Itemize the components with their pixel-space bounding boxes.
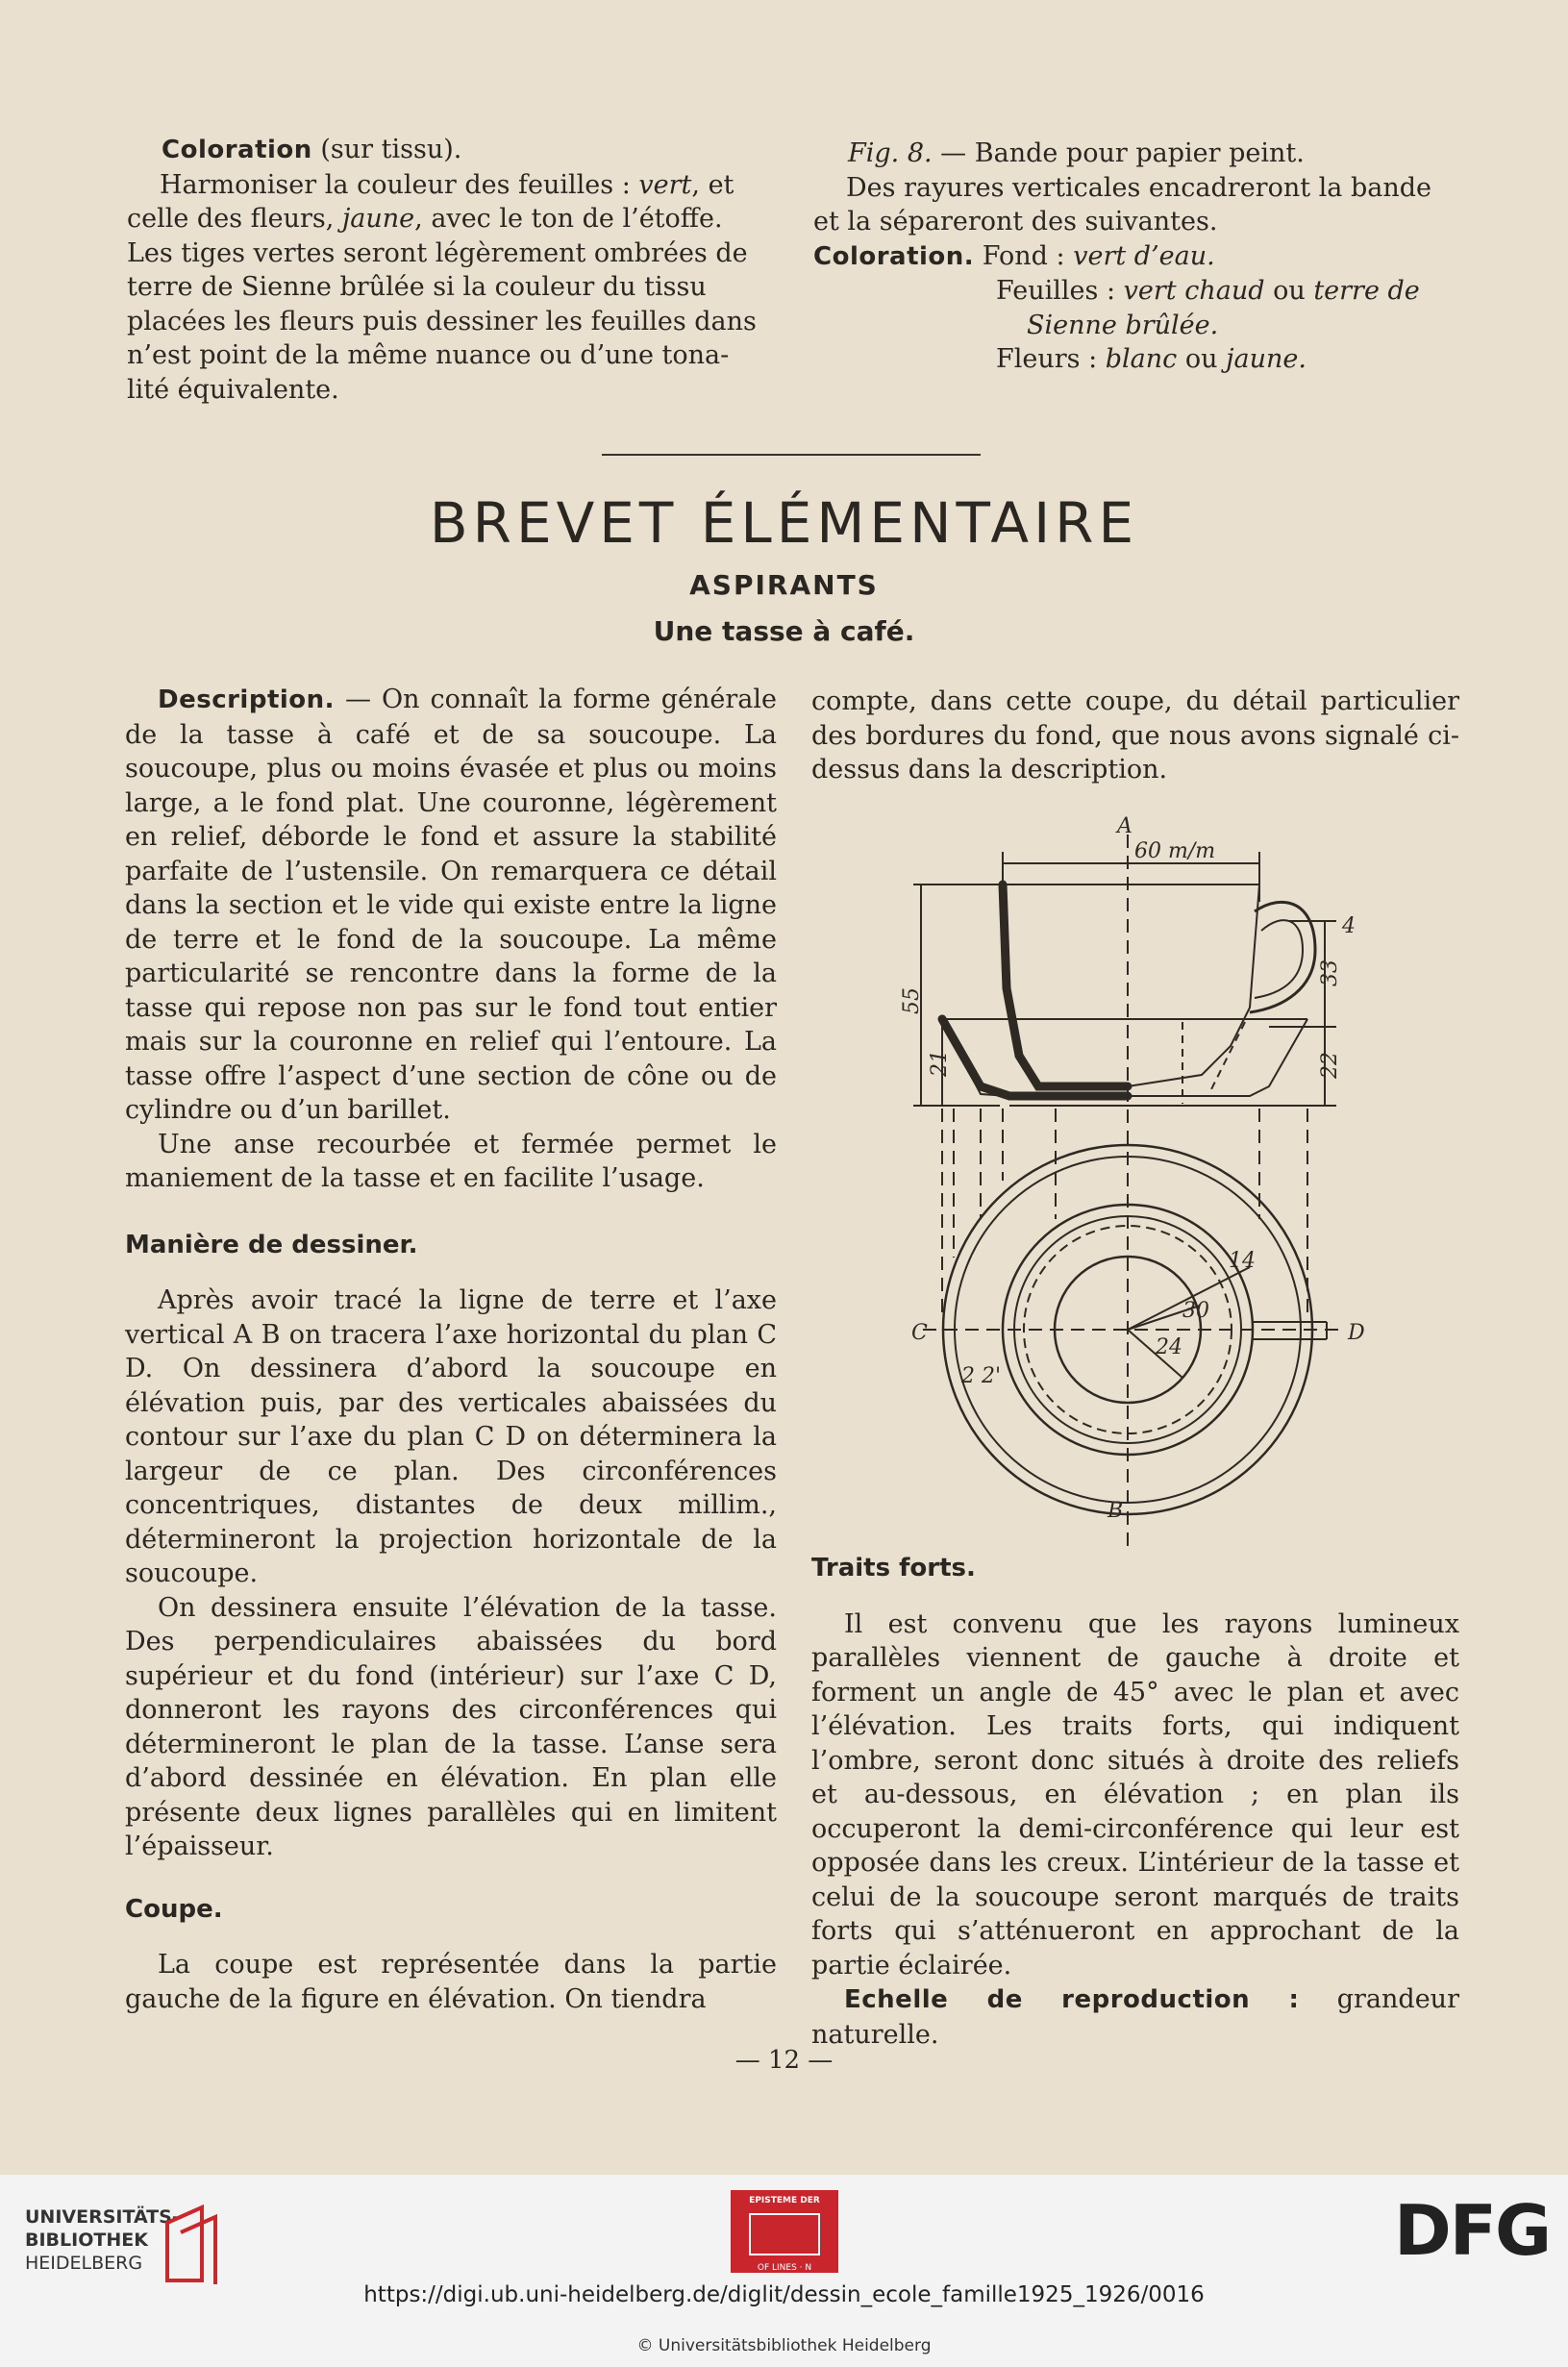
cup-drawing (900, 814, 1365, 1565)
left-column: Description. — On connaît la forme générale de la tasse à café et de sa soucoupe. La soucoupe, plus ou moins évasée et plus ou moins large, a le fond plat. Une couronne, légèrement en relief, déborde le fond et assure la stabilité parfaite de l’ustensile. On remarquera ce détail dans la section et le vide qui existe entre la ligne de terre et le fond de la soucoupe. La même particularité se rencontre dans la forme de la tasse qui repose non pas sur le fond tout entier mais sur la couronne en relief qui l’entoure. La tasse offre l’aspect d’une section de cône ou de cylindre ou d’un barillet. Une anse recourbée et fermée permet le maniement de la tasse et en facilite l’usage. Manière de dessiner. Après avoir tracé la ligne de terre et l’axe vertical A B on tracera l’axe horizontal du plan C D. On dessinera d’abord la soucoupe en élévation puis, par des verticales abaissées du contour sur l’axe du plan C D on déterminera la largeur de ce plan. Des circonférences concentriques, distantes de deux millim., détermineront la projection horizontale de la soucoupe. On dessinera ensuite l’élévation de la tasse. Des perpendiculaires abaissées du bord supérieur et du fond (intérieur) sur l’axe C D, donneront les rayons des circonférences qui détermineront le plan de la tasse. L’anse sera d’abord dessinée en élévation. En plan elle présente deux lignes parallèles qui en limitent l’épaisseur. Coupe. La coupe est représentée dans la partie gauche de la figure en élévation. On tiendra (125, 685, 777, 2014)
ub-logo-icon (160, 2204, 236, 2284)
label-D: D (1348, 1321, 1365, 1345)
coupe-heading: Coupe. (125, 1894, 223, 1924)
page-number: — 12 — (734, 2046, 834, 2075)
top-left-column: Coloration (sur tissu). Harmoniser la couleur des feuilles : vert, et celle des fleurs, jaune, avec le ton de l’étoffe. Les tiges vertes seront légèrement ombrées de terre de Sienne brûlée si la couleur du tissu placées les fleurs puis dessiner les feuilles dans n’est point de la même nuance ou d’une tona- lité équivalente. (127, 135, 757, 405)
footer (0, 2175, 1568, 2367)
echelle-heading: Echelle de reproduction : (844, 1985, 1300, 2014)
right-column-bottom: Traits forts. Il est convenu que les rayons lumineux parallèles viennent de gauche à droite et forment un angle de 45° avec le plan et avec l’élévation. Les traits forts, qui indiquent l’ombre, seront donc situés à droite des reliefs et au-dessous, en élévation ; en plan ils occuperont la demi-circonférence qui leur est opposée dans les creux. L’intérieur de la tasse et celui de la soucoupe seront marqués de traits forts qui s’atténueront en approchant de la partie éclairée. Echelle de reproduction : grandeur naturelle. (811, 1554, 1459, 2050)
subject: Une tasse à café. (653, 615, 915, 647)
label-dim-21: 21 (928, 1050, 952, 1077)
page-title: BREVET ÉLÉMENTAIRE (429, 490, 1139, 556)
label-dim-30: 30 (1182, 1299, 1209, 1323)
source-url[interactable]: https://digi.ub.uni-heidelberg.de/diglit/dessin_ecole_famille1925_1926/0016 (363, 2282, 1205, 2307)
description-heading: Description. (158, 685, 336, 714)
top-right-column: Fig. 8. — Bande pour papier peint. Des rayures verticales encadreront la bande et la sépareront des suivantes. Coloration. Fond : vert d’eau. Feuilles : vert chaud ou terre de Sienne brûlée. Fleurs : blanc ou jaune. (813, 138, 1432, 374)
maniere-heading: Manière de dessiner. (125, 1230, 418, 1259)
label-dim-24: 24 (1156, 1335, 1182, 1359)
fig-label: Fig. 8. (848, 138, 933, 168)
ub-heidelberg-logo[interactable]: UNIVERSITÄTS- BIBLIOTHEK HEIDELBERG (25, 2204, 227, 2290)
label-dim-2: 2 2' (961, 1364, 1002, 1388)
label-C: C (911, 1321, 928, 1345)
label-dim-22: 22 (1318, 1052, 1342, 1079)
label-dim-60: 60 m/m (1134, 839, 1216, 863)
label-dim-14: 14 (1229, 1249, 1256, 1273)
copyright: © Universitätsbibliothek Heidelberg (636, 2336, 932, 2355)
label-dim-55: 55 (900, 987, 924, 1014)
traits-heading: Traits forts. (811, 1554, 976, 1582)
label-B: B (1108, 1499, 1124, 1523)
label-A: A (1117, 814, 1132, 838)
label-dim-4: 4 (1342, 914, 1356, 938)
subtitle: ASPIRANTS (689, 569, 879, 601)
coloration-heading: Coloration (162, 136, 312, 164)
episteme-logo[interactable]: EPISTEME DER OF LINES · N (731, 2190, 838, 2273)
label-dim-33: 33 (1318, 959, 1342, 986)
dfg-logo[interactable]: DFG (1394, 2190, 1551, 2271)
section-divider (602, 454, 981, 456)
right-column-top: compte, dans cette coupe, du détail particulier des bordures du fond, que nous avons signalé ci-dessus dans la description. (811, 686, 1459, 785)
